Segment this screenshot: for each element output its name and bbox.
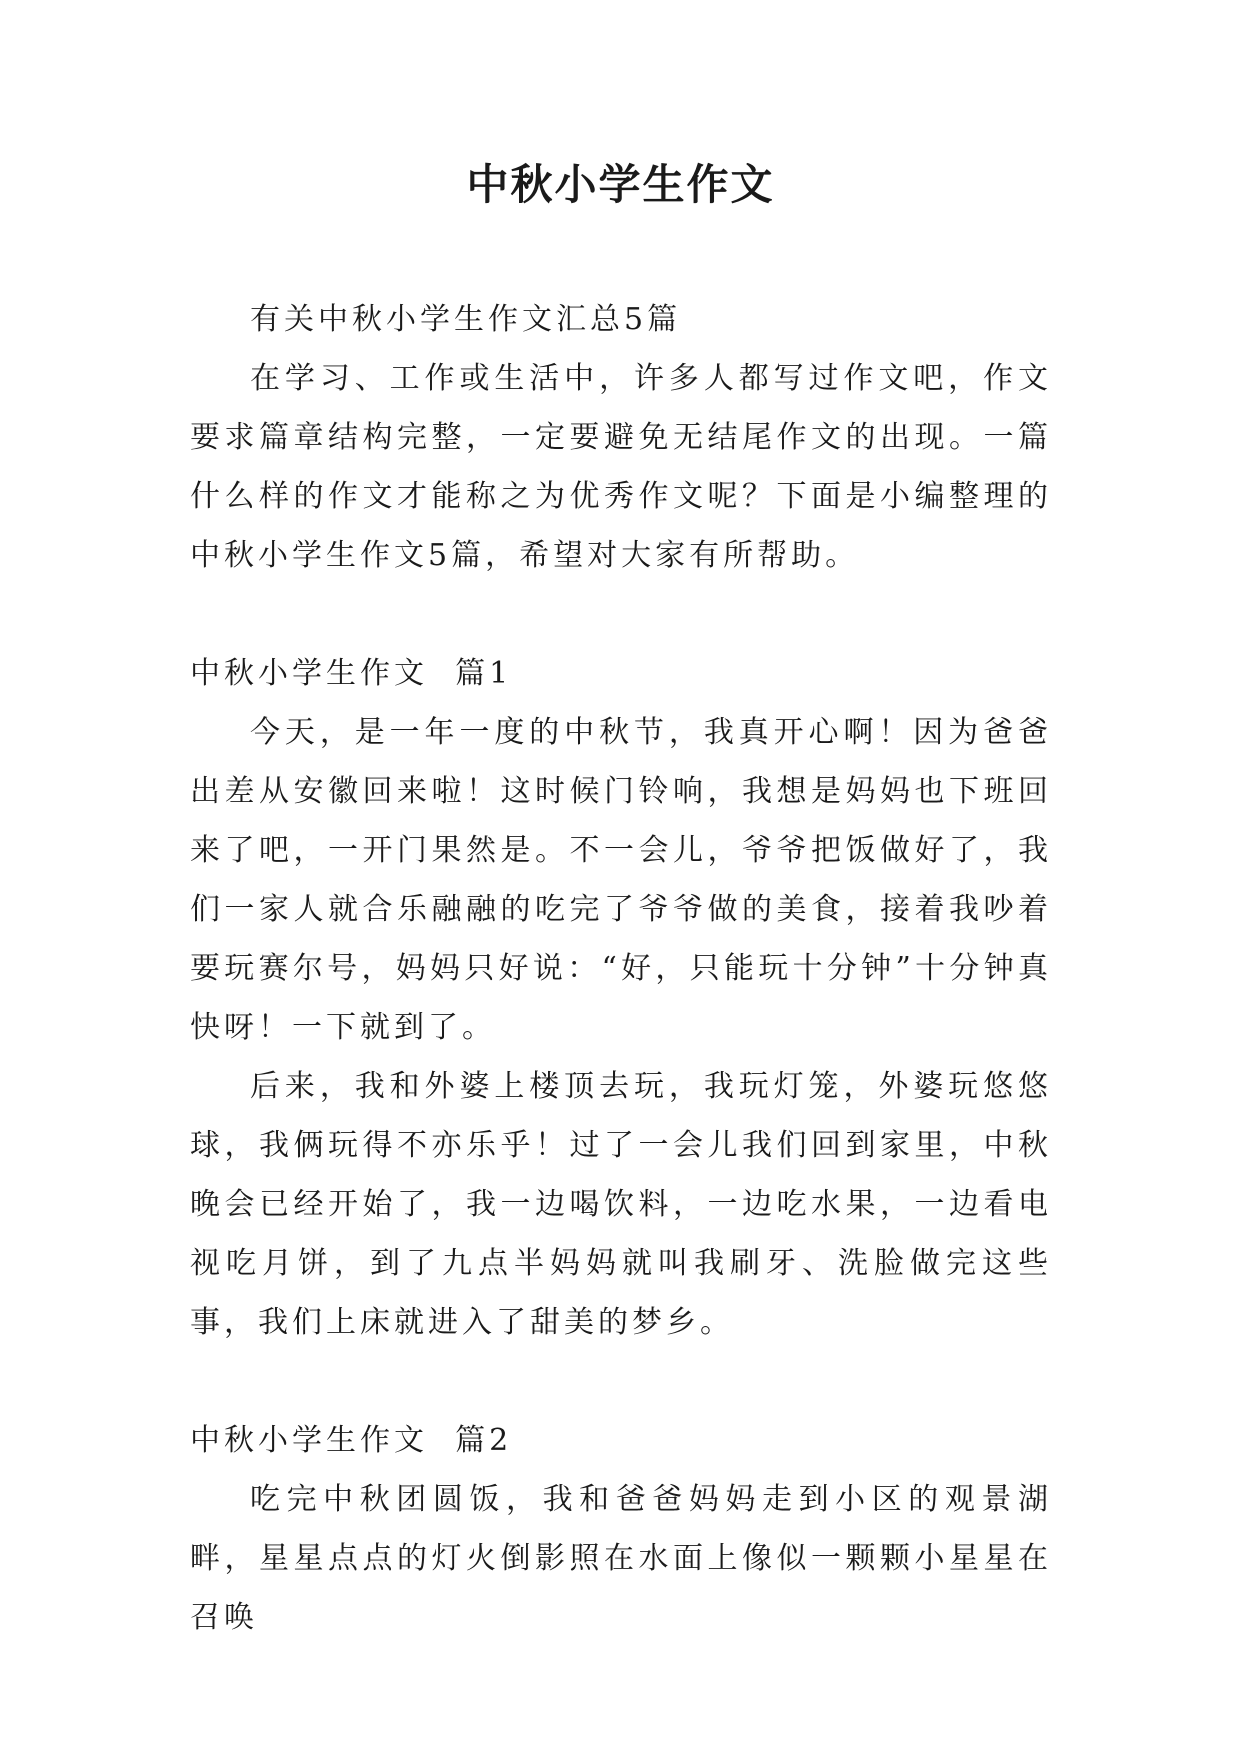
section-paragraph: 后来，我和外婆上楼顶去玩，我玩灯笼，外婆玩悠悠球，我俩玩得不亦乐乎！过了一会儿我们回到家里，中秋晚会已经开始了，我一边喝饮料，一边吃水果，一边看电视吃月饼，到了九点半妈妈就叫我刷牙、洗脸做完这些事，我们上床就进入了甜美的梦乡。 <box>190 1069 1052 1340</box>
document-title: 中秋小学生作文 <box>466 160 775 209</box>
section-paragraph: 今天，是一年一度的中秋节，我真开心啊！因为爸爸出差从安徽回来啦！这时候门铃响，我想是妈妈也下班回来了吧，一开门果然是。不一会儿，爷爷把饭做好了，我们一家人就合乐融融的吃完了爷爷做的美食，接着我吵着要玩赛尔号，妈妈只好说：“好，只能玩十分钟”十分钟真快呀！一下就到了。 <box>190 715 1052 1045</box>
section-1 <box>190 644 1052 1352</box>
section-paragraph: 吃完中秋团圆饭，我和爸爸妈妈走到小区的观景湖畔，星星点点的灯火倒影照在水面上像似一颗颗小星星在召唤 <box>190 1482 1052 1635</box>
section-heading: 中秋小学生作文 篇2 <box>190 1423 513 1458</box>
intro-paragraph: 在学习、工作或生活中，许多人都写过作文吧，作文要求篇章结构完整，一定要避免无结尾作文的出现。一篇什么样的作文才能称之为优秀作文呢？下面是小编整理的中秋小学生作文5篇，希望对大家有所帮助。 <box>190 361 1052 573</box>
summary-line: 有关中秋小学生作文汇总5篇 <box>250 302 682 337</box>
section-2 <box>190 1411 1052 1647</box>
section-heading: 中秋小学生作文 篇1 <box>190 656 513 691</box>
document-body <box>190 290 1052 1647</box>
